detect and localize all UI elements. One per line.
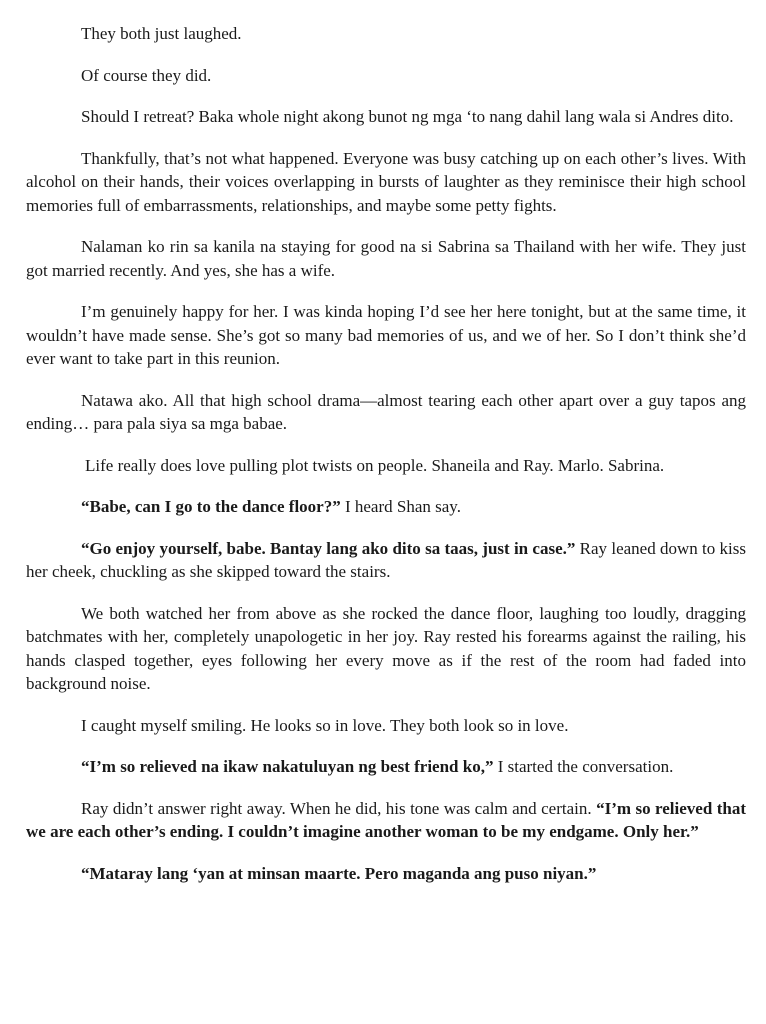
text-segment: Should I retreat? Baka whole night akong bunot ng mga ‘to nang dahil lang wala si Andres dito. — [81, 107, 734, 126]
paragraph — [26, 105, 746, 129]
paragraph — [26, 714, 746, 738]
paragraph — [26, 22, 746, 46]
text-segment: I started the conversation. — [493, 757, 674, 776]
paragraph — [26, 300, 746, 371]
paragraph — [26, 147, 746, 218]
paragraph — [26, 495, 746, 519]
text-segment: We both watched her from above as she rocked the dance floor, laughing too loudly, dragging batchmates with her, completely unapologetic in her joy. Ray rested his forearms against the railing, his hands clasped together, eyes following her every move as if the rest of the room had faded into background noise. — [26, 603, 746, 693]
paragraph — [26, 862, 746, 886]
text-segment: Life really does love pulling plot twists on people. Shaneila and Ray. Marlo. Sabrina. — [85, 455, 665, 475]
paragraph — [26, 454, 746, 478]
text-segment: Of course they did. — [81, 65, 212, 85]
text-segment: I caught myself smiling. He looks so in love. They both look so in love. — [81, 715, 569, 735]
paragraph — [26, 235, 746, 282]
paragraph — [26, 537, 746, 584]
paragraph — [26, 797, 746, 844]
dialogue-bold: “Babe, can I go to the dance floor?” — [81, 497, 341, 516]
text-segment: Nalaman ko rin sa kanila na staying for good na si Sabrina sa Thailand with her wife. They just got married recently. And yes, she has a wife. — [26, 237, 746, 280]
text-segment: Ray didn’t answer right away. When he did, his tone was calm and certain. — [81, 798, 597, 818]
text-segment: Natawa ako. All that high school drama—almost tearing each other apart over a guy tapos ang ending… para pala siya sa mga babae. — [26, 390, 746, 433]
text-segment: They both just laughed. — [81, 24, 242, 43]
paragraph — [26, 755, 746, 779]
paragraph — [26, 602, 746, 696]
text-segment: Thankfully, that’s not what happened. Everyone was busy catching up on each other’s lives. With alcohol on their hands, their voices overlapping in bursts of laughter as they reminisce their high school memories full of embarrassments, relationships, and maybe some petty fights. — [26, 148, 746, 215]
paragraph — [26, 64, 746, 88]
dialogue-bold: “Mataray lang ‘yan at minsan maarte. Pero maganda ang puso niyan.” — [81, 863, 597, 883]
dialogue-bold: “Go enjoy yourself, babe. Bantay lang ako dito sa taas, just in case.” — [81, 538, 576, 558]
text-segment: Ray leaned down to kiss her cheek, chuckling as she skipped toward the stairs. — [26, 538, 747, 581]
text-segment: I heard Shan say. — [340, 497, 461, 516]
text-segment: I’m genuinely happy for her. I was kinda hoping I’d see her here tonight, but at the same time, it wouldn’t have made sense. She’s got so many bad memories of us, and we of her. So I don’t think she’d ever want to take part in this reunion. — [26, 302, 746, 368]
dialogue-bold: “I’m so relieved na ikaw nakatuluyan ng best friend ko,” — [81, 757, 494, 776]
dialogue-bold: “I’m so relieved that we are each other’s ending. I couldn’t imagine another woman to be my endgame. Only her.” — [26, 798, 747, 841]
paragraph — [26, 389, 746, 436]
